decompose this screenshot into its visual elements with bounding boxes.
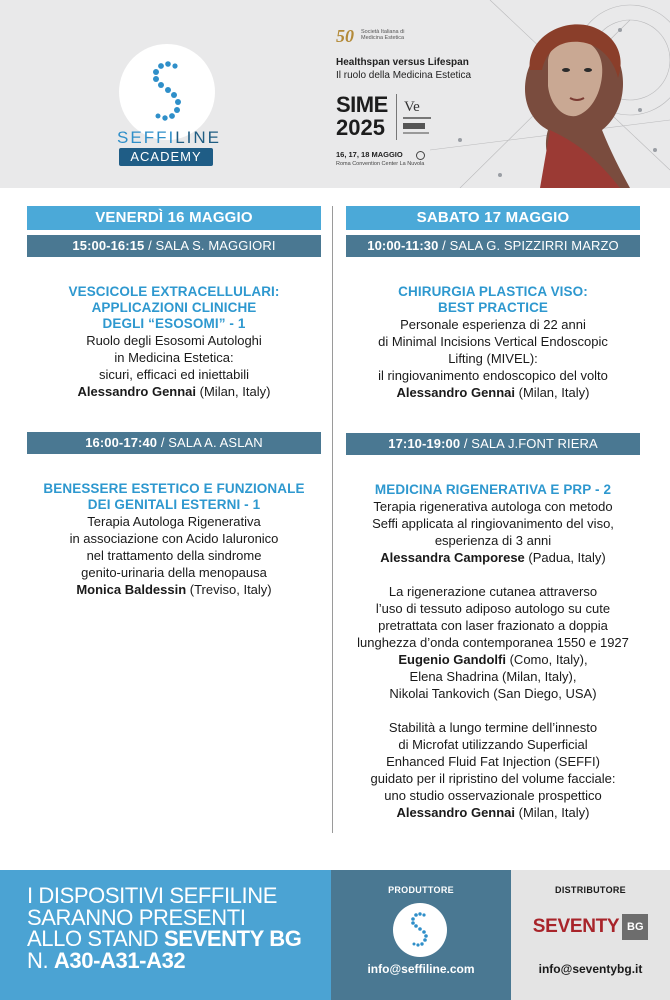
session-time-bar: 15:00-16:15 / SALA S. MAGGIORI [27,235,321,257]
bg-cube-icon: BG [622,914,648,940]
talk-speaker: Elena Shadrina (Milan, Italy), [409,669,577,684]
session-title: BENESSERE ESTETICO E FUNZIONALE DEI GENITALI ESTERNI - 1 [43,481,305,512]
session-block [346,482,640,821]
producer-panel [331,870,511,1000]
session-description: Personale esperienza di 22 anni di Minimal Incisions Vertical Endoscopic Lifting (MIVEL): il ringiovanimento endoscopico del volto [378,317,608,383]
column-divider [332,206,333,833]
session-title: MEDICINA RIGENERATIVA E PRP - 2 [374,482,612,497]
sime-subtagline: Il ruolo della Medicina Estetica [336,70,472,81]
session-time-bar: 17:10-19:00 / SALA J.FONT RIERA [346,433,640,455]
s-dots-icon [119,44,215,140]
day-column-saturday [346,206,640,821]
day-column-friday [27,206,321,598]
distributor-heading: DISTRIBUTORE [555,885,626,895]
session-speaker: Alessandro Gennai (Milan, Italy) [396,385,590,400]
talk-speaker: Alessandra Camporese (Padua, Italy) [380,550,606,565]
session-time-bar: 16:00-17:40 / SALA A. ASLAN [27,432,321,454]
session-description: Ruolo degli Esosomi Autologhi in Medicina Estetica: sicuri, efficaci ed iniettabili [86,333,262,382]
sime-venue: Roma Convention Center La Nuvola [336,161,425,167]
producer-email[interactable]: info@seffiline.com [367,962,475,976]
talk-speaker: Alessandro Gennai (Milan, Italy) [396,805,590,820]
sime-tagline: Healthspan versus Lifespan [336,57,469,68]
sime-50-logo: 50 [336,26,354,46]
brand-name: SEFFILINE [117,128,221,147]
session-description: Terapia Autologa Rigenerativa in associazione con Acido Ialuronico nel trattamento della sindrome genito-urinaria della menopausa [69,514,279,580]
sime-dates: 16, 17, 18 MAGGIO [336,150,403,159]
seffiline-logo [119,44,215,140]
session-speaker: Monica Baldessin (Treviso, Italy) [76,582,272,597]
distributor-email[interactable]: info@seventybg.it [538,962,643,976]
venue-icon [416,151,425,160]
session-block [346,284,640,401]
talk-description: Terapia rigenerativa autologa con metodo Seffi applicata al ringiovanimento del viso, esperienza di 3 anni [372,499,614,548]
distributor-panel [511,870,670,1000]
session-title: VESCICOLE EXTRACELLULARI: APPLICAZIONI CLINICHE DEGLI “ESOSOMI” - 1 [68,284,280,331]
svg-text:Ve: Ve [404,99,420,115]
talk-description: La rigenerazione cutanea attraverso l’uso di tessuto adiposo autologo su cute pretrattata con laser frazionato a doppia lunghezza d’onda contemporanea 1550 e 1927 [357,584,629,650]
sime-society: Società Italiana di Medicina Estetica [361,29,405,41]
session-speaker: Alessandro Gennai (Milan, Italy) [77,384,271,399]
session-block [27,481,321,598]
stand-announcement: I DISPOSITIVI SEFFILINE SARANNO PRESENTI ALLO STAND SEVENTY BG N. A30-A31-A32 [0,870,331,1000]
day-header: VENERDÌ 16 MAGGIO [27,206,321,230]
woman-portrait-illustration [430,0,670,188]
footer [0,870,670,1000]
sime-title: SIME [336,92,388,117]
seffiline-logo [393,903,447,957]
session-block [27,284,321,400]
day-header: SABATO 17 MAGGIO [346,206,640,230]
s-dots-icon [393,903,447,957]
brand-academy: ACADEMY [119,148,213,166]
producer-heading: PRODUTTORE [388,885,454,895]
sime-divider [396,94,397,140]
talk-speaker: Eugenio Gandolfi (Como, Italy), [398,652,588,667]
talk-speaker: Nikolai Tankovich (San Diego, USA) [389,686,597,701]
talk-description: Stabilità a lungo termine dell’innesto di Microfat utilizzando Superficial Enhanced Fluid Fat Injection (SEFFI) guidato per il ripristino del volume facciale: uno studio osservazionale prospettico [370,720,616,803]
session-title: CHIRURGIA PLASTICA VISO: BEST PRACTICE [398,284,588,315]
sime-year: 2025 [336,115,385,140]
header-banner [0,0,670,188]
session-time-bar: 10:00-11:30 / SALA G. SPIZZIRRI MARZO [346,235,640,257]
seventy-bg-logo: SEVENTY BG [511,914,670,940]
